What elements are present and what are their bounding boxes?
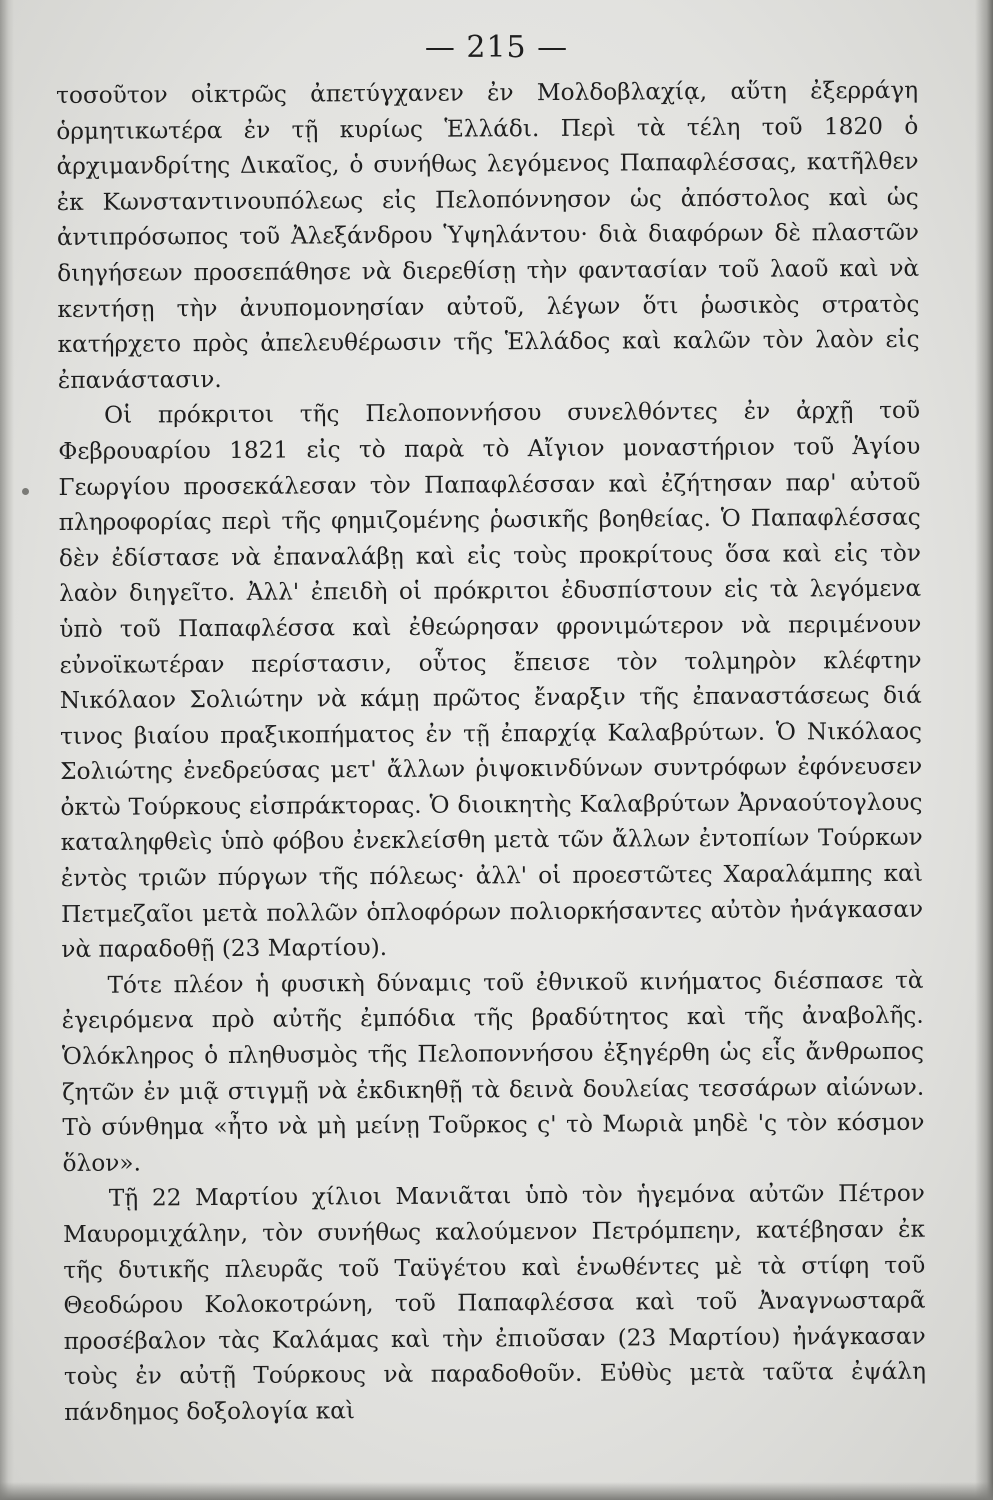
page-bottom-shadow xyxy=(0,1482,993,1500)
page-number: — 215 — xyxy=(424,30,569,65)
body-text xyxy=(56,73,926,1431)
page-edge-shadow xyxy=(975,0,993,1500)
paragraph: Τῇ 22 Μαρτίου χίλιοι Μανιᾶται ὑπὸ τὸν ἡγεμόνα αὐτῶν Πέτρον Μαυρομιχάλην, τὸν συνήθως καλούμενον Πετρόμπεην, κατέβησαν ἐκ τῆς δυτικῆς πλευρᾶς τοῦ Ταϋγέτου καὶ ἑνωθέντες μὲ τὰ στίφη τοῦ Θεοδώρου Κολοκοτρώνη, τοῦ Παπαφλέσσα καὶ τοῦ Ἀναγνωσταρᾶ προσέβαλον τὰς Καλάμας καὶ τὴν ἐπιοῦσαν (23 Μαρτίου) ἠνάγκασαν τοὺς ἐν αὐτῇ Τούρκους νὰ παραδοθοῦν. Εὐθὺς μετὰ ταῦτα ἐψάλη πάνδημος δοξολογία καὶ xyxy=(62,1180,927,1426)
margin-speck xyxy=(22,488,29,495)
paragraph: Οἱ πρόκριτοι τῆς Πελοποννήσου συνελθόντες ἐν ἀρχῇ τοῦ Φεβρουαρίου 1821 εἰς τὸ παρὰ τὸ Αἴγιον μοναστήριον τοῦ Ἁγίου Γεωργίου προσεκάλεσαν τὸν Παπαφλέσσαν καὶ ἐζήτησαν παρ' αὐτοῦ πληροφορίας περὶ τῆς φημιζομένης ῥωσικῆς βοηθείας. Ὁ Παπαφλέσσας δὲν ἐδίστασε νὰ ἐπαναλάβῃ καὶ εἰς τοὺς προκρίτους ὅσα καὶ εἰς τὸν λαὸν διηγεῖτο. Ἀλλ' ἐπειδὴ οἱ πρόκριτοι ἐδυσπίστουν εἰς τὰ λεγόμενα ὑπὸ τοῦ Παπαφλέσσα καὶ ἐθεώρησαν φρονιμώτερον νὰ περιμένουν εὐνοϊκωτέραν περίστασιν, οὗτος ἔπεισε τὸν τολμηρὸν κλέφτην Νικόλαον Σολιώτην νὰ κάμῃ πρῶτος ἔναρξιν τῆς ἐπαναστάσεως διά τινος βιαίου πραξικοπήματος ἐν τῇ ἐπαρχίᾳ Καλαβρύτων. Ὁ Νικόλαος Σολιώτης ἐνεδρεύσας μετ' ἄλλων ῥιψοκινδύνων συντρόφων ἐφόνευσεν ὀκτὼ Τούρκους εἰσπράκτορας. Ὁ διοικητὴς Καλαβρύτων Ἀρναούτογλους καταληφθεὶς ὑπὸ φόβου ἐνεκλείσθη μετὰ τῶν ἄλλων ἐντοπίων Τούρκων ἐντὸς τριῶν πύργων τῆς πόλεως· ἀλλ' οἱ προεστῶτες Χαραλάμπης καὶ Πετμεζαῖοι μετὰ πολλῶν ὁπλοφόρων πολιορκήσαντες αὐτὸν ἠνάγκασαν νὰ παραδοθῇ (23 Μαρτίου). xyxy=(58,397,924,964)
binding-shadow xyxy=(0,0,14,1500)
paragraph: τοσοῦτον οἰκτρῶς ἀπετύγχανεν ἐν Μολδοβλαχίᾳ, αὕτη ἐξερράγη ὁρμητικωτέρα ἐν τῇ κυρίως Ἑλλάδι. Περὶ τὰ τέλη τοῦ 1820 ὁ ἀρχιμανδρίτης Δικαῖος, ὁ συνήθως λεγόμενος Παπαφλέσσας, κατῆλθεν ἐκ Κωνσταντινουπόλεως εἰς Πελοπόννησον ὡς ἀπόστολος καὶ ὡς ἀντιπρόσωπος τοῦ Ἀλεξάνδρου Ὑψηλάντου· διὰ διαφόρων δὲ πλαστῶν διηγήσεων προσεπάθησε νὰ διερεθίσῃ τὴν φαντασίαν τοῦ λαοῦ καὶ νὰ κεντήσῃ τὴν ἀνυπομονησίαν αὐτοῦ, λέγων ὅτι ῥωσικὸς στρατὸς κατήρχετο πρὸς ἀπελευθέρωσιν τῆς Ἑλλάδος καὶ καλῶν τὸν λαὸν εἰς ἐπανάστασιν. xyxy=(56,76,920,394)
paragraph: Τότε πλέον ἡ φυσικὴ δύναμις τοῦ ἐθνικοῦ κινήματος διέσπασε τὰ ἐγειρόμενα πρὸ αὐτῆς ἐμπόδια τῆς βραδύτητος καὶ τῆς ἀναβολῆς. Ὁλόκληρος ὁ πληθυσμὸς τῆς Πελοποννήσου ἐξηγέρθη ὡς εἷς ἄνθρωπος ζητῶν ἐν μιᾷ στιγμῇ νὰ ἐκδικηθῇ τὰ δεινὰ δουλείας τεσσάρων αἰώνων. Τὸ σύνθημα «ἦτο νὰ μὴ μείνῃ Τοῦρκος ς' τὸ Μωριὰ μηδὲ 'ς τὸν κόσμον ὅλον». xyxy=(61,966,925,1177)
